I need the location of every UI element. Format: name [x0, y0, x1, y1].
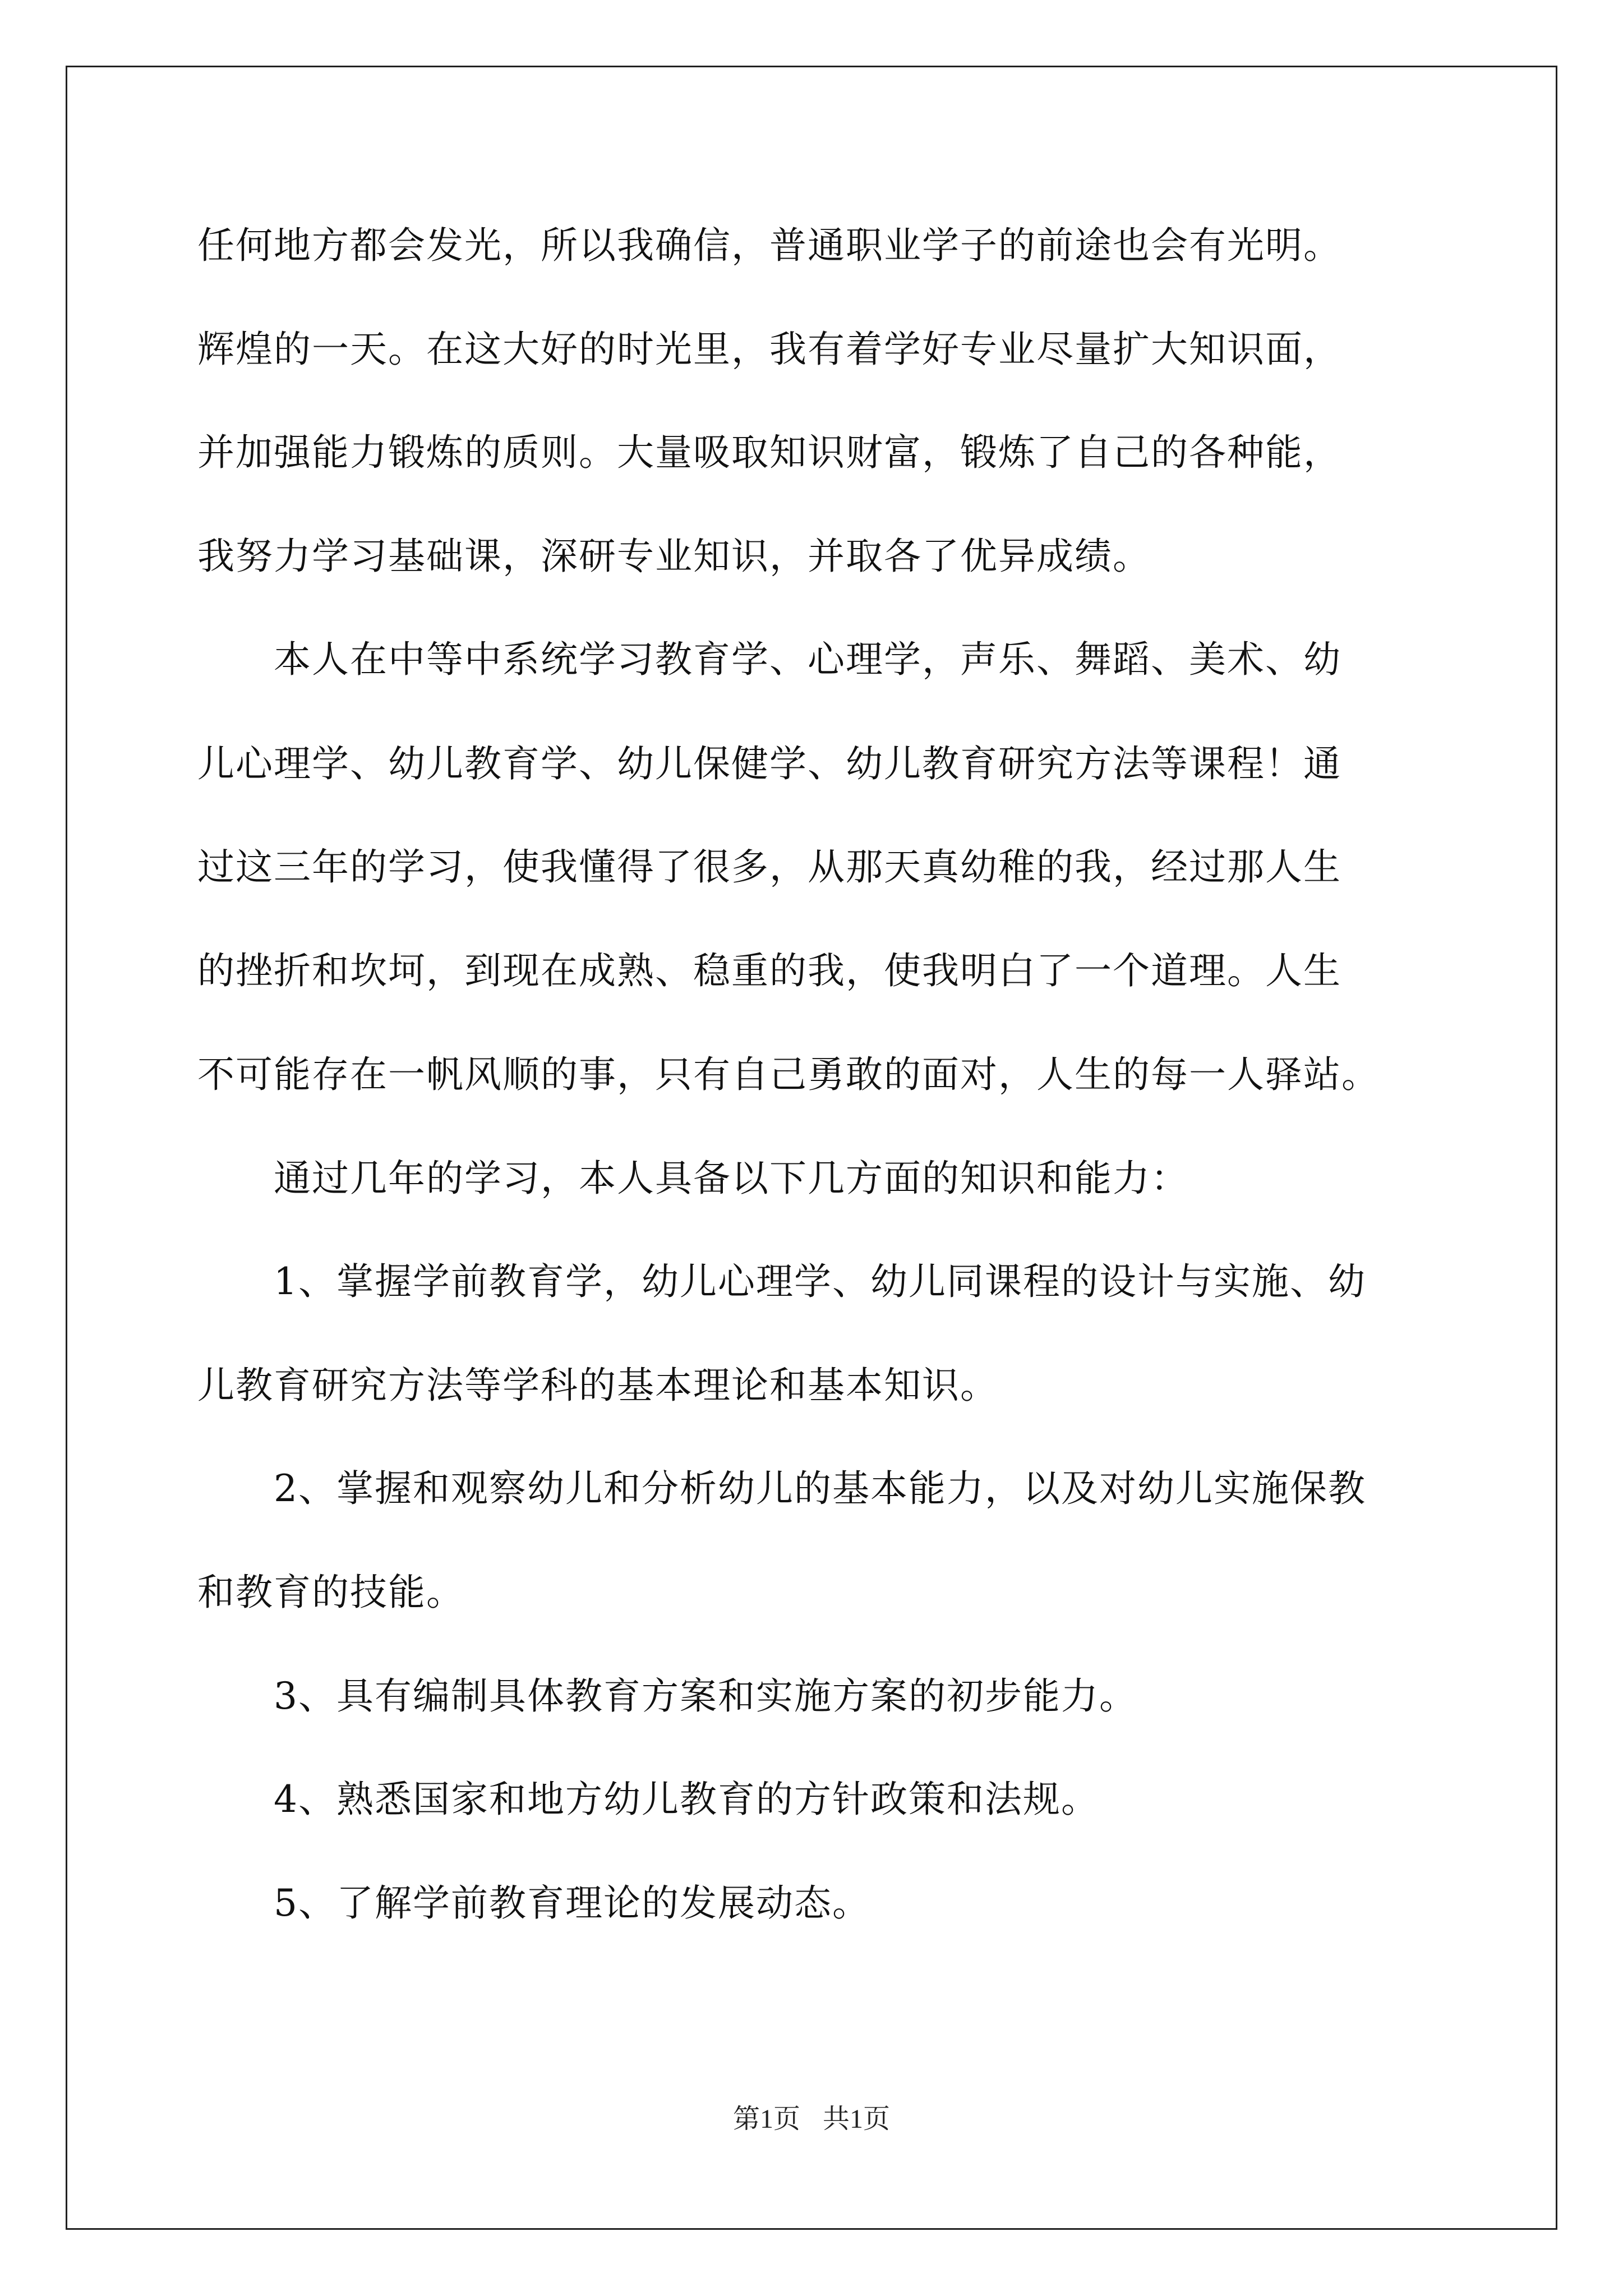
text-line: 本人在中等中系统学习教育学、心理学，声乐、舞蹈、美术、幼 [274, 638, 1341, 681]
page-footer [0, 2102, 1623, 2136]
text-line: 4、熟悉国家和地方幼儿教育的方针政策和法规。 [274, 1778, 1099, 1821]
text-line: 3、具有编制具体教育方案和实施方案的初步能力。 [274, 1674, 1137, 1718]
text-line: 通过几年的学习，本人具备以下几方面的知识和能力： [274, 1157, 1189, 1200]
text-line: 的挫折和坎坷，到现在成熟、稳重的我，使我明白了一个道理。人生 [197, 949, 1341, 992]
text-line: 儿心理学、幼儿教育学、幼儿保健学、幼儿教育研究方法等课程！通 [197, 742, 1341, 785]
text-line: 和教育的技能。 [197, 1571, 464, 1614]
text-line: 辉煌的一天。在这大好的时光里，我有着学好专业尽量扩大知识面， [197, 328, 1341, 371]
text-line: 我努力学习基础课，深研专业知识，并取各了优异成绩。 [197, 535, 1151, 578]
text-line: 2、掌握和观察幼儿和分析幼儿的基本能力，以及对幼儿实施保教 [274, 1467, 1366, 1510]
text-line: 任何地方都会发光，所以我确信，普通职业学子的前途也会有光明。 [197, 224, 1341, 267]
text-line: 不可能存在一帆风顺的事，只有自己勇敢的面对，人生的每一人驿站。 [197, 1053, 1380, 1096]
text-line: 过这三年的学习，使我懂得了很多，从那天真幼稚的我，经过那人生 [197, 845, 1341, 889]
page-total: 共1页 [823, 2104, 891, 2134]
page-number: 第1页 [732, 2104, 800, 2134]
text-line: 并加强能力锻炼的质则。大量吸取知识财富，锻炼了自己的各种能， [197, 431, 1341, 474]
text-line: 儿教育研究方法等学科的基本理论和基本知识。 [197, 1364, 998, 1407]
text-line: 5、了解学前教育理论的发展动态。 [274, 1881, 870, 1925]
text-line: 1、掌握学前教育学，幼儿心理学、幼儿同课程的设计与实施、幼 [274, 1260, 1366, 1303]
